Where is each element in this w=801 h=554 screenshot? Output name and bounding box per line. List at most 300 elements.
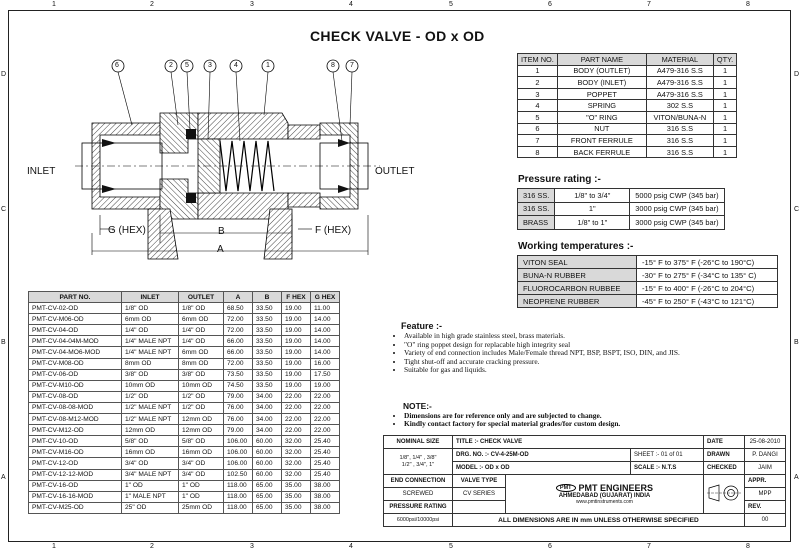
table-row (29, 325, 340, 336)
footer-note: ALL DIMENSIONS ARE IN mm UNLESS OTHERWISE SPECIFIED (453, 514, 745, 527)
pressure-material: 316 SS. (518, 189, 555, 203)
table-row (518, 202, 725, 216)
parts-cell: NUT (557, 123, 646, 135)
table-row (518, 146, 737, 158)
dims-cell: 72.00 (224, 314, 253, 325)
dims-header: PART NO. (29, 292, 122, 303)
dims-cell: 22.00 (311, 414, 340, 425)
notes-title: NOTE:- (403, 401, 432, 411)
company-logo: PMT (556, 484, 576, 492)
model-label: MODEL :- OD x OD (453, 462, 631, 475)
grid-col-5-bottom: 5 (449, 543, 453, 550)
dims-cell: 8mm OD (179, 358, 224, 369)
parts-cell: 2 (518, 77, 558, 89)
table-row (29, 336, 340, 347)
grid-col-4-bottom: 4 (349, 543, 353, 550)
rev-value: 00 (745, 514, 786, 527)
blank-cell (453, 501, 506, 514)
dimensions-table (28, 291, 340, 514)
dims-cell: 73.50 (224, 369, 253, 380)
features-list (392, 332, 722, 374)
dims-cell: 74.50 (224, 380, 253, 391)
dims-cell: 14.00 (311, 314, 340, 325)
dims-cell: 34.00 (253, 414, 282, 425)
dims-cell: 38.00 (311, 480, 340, 491)
list-item: • Dimensions are for reference only and are subjected to change. (404, 412, 620, 421)
dims-cell: 65.00 (253, 502, 282, 513)
table-row (29, 358, 340, 369)
dims-cell: PMT-CV-04-MO6-MOD (29, 347, 122, 358)
dims-cell: 1/4" MALE NPT (122, 347, 179, 358)
dims-cell: 3/4" OD (179, 458, 224, 469)
dims-cell: 35.00 (282, 491, 311, 502)
dims-cell: 11.00 (311, 303, 340, 314)
dims-cell: 3/4" MALE NPT (122, 469, 179, 480)
table-row (29, 369, 340, 380)
dims-cell: PMT-CV-16-16-MOD (29, 491, 122, 502)
dims-header: A (224, 292, 253, 303)
table-row (29, 414, 340, 425)
parts-cell: "O" RING (557, 111, 646, 123)
parts-cell: VITON/BUNA-N (646, 111, 713, 123)
dims-cell: 1" MALE NPT (122, 491, 179, 502)
dims-cell: 72.00 (224, 325, 253, 336)
dims-header: G HEX (311, 292, 340, 303)
pressure-value: 3000 psig CWP (345 bar) (630, 216, 724, 230)
parts-cell: 4 (518, 100, 558, 112)
scale-label: SCALE :- N.T.S (631, 462, 704, 475)
grid-row-a-right: A (794, 474, 799, 481)
dims-cell: 22.00 (282, 402, 311, 413)
parts-cell: 7 (518, 135, 558, 147)
table-row (29, 447, 340, 458)
dims-cell: 106.00 (224, 458, 253, 469)
dims-cell: 6mm OD (122, 314, 179, 325)
drg-no-label: DRG. NO. :- CV-4-25M-OD (453, 449, 631, 462)
notes-list (392, 412, 620, 429)
dims-cell: 34.00 (253, 391, 282, 402)
dims-cell: 118.00 (224, 502, 253, 513)
working-temperatures-title: Working temperatures :- (518, 241, 634, 252)
dims-cell: 79.00 (224, 391, 253, 402)
dims-cell: 1/2" MALE NPT (122, 414, 179, 425)
o-ring (186, 129, 196, 139)
inlet-label: INLET (27, 166, 56, 177)
dims-cell: 3/4" OD (122, 458, 179, 469)
dims-cell: 38.00 (311, 491, 340, 502)
grid-row-d-right: D (794, 71, 800, 78)
dims-cell: 22.00 (282, 414, 311, 425)
pressure-rating-title: Pressure rating :- (518, 174, 601, 185)
table-row (29, 436, 340, 447)
table-row (29, 425, 340, 436)
table-row (518, 269, 778, 282)
grid-row-a: A (1, 474, 6, 481)
table-row (29, 402, 340, 413)
dims-cell: 35.00 (282, 480, 311, 491)
temp-range: -30° F to 275° F (-34°C to 135° C) (637, 269, 778, 282)
list-item: • Suitable for gas and liquids. (404, 366, 722, 374)
parts-cell: SPRING (557, 100, 646, 112)
valve-type-label: VALVE TYPE (453, 475, 506, 488)
parts-cell: 3 (518, 88, 558, 100)
dims-cell: 102.50 (224, 469, 253, 480)
appr-label: APPR. (745, 475, 786, 488)
grid-col-1-bottom: 1 (52, 543, 56, 550)
dims-cell: 25.40 (311, 469, 340, 480)
notes-section (392, 402, 620, 429)
end-connection-label: END CONNECTION (384, 475, 453, 488)
parts-header-qty: QTY. (713, 54, 736, 66)
dims-cell: 1/8" OD (122, 303, 179, 314)
nominal-size-label: NOMINAL SIZE (384, 436, 453, 449)
dims-cell: 60.00 (253, 458, 282, 469)
table-row (384, 475, 786, 488)
table-row (29, 303, 340, 314)
dims-header: B (253, 292, 282, 303)
dims-cell: 33.50 (253, 314, 282, 325)
pressure-rating-label: PRESSURE RATING (384, 501, 453, 514)
parts-cell: 1 (713, 77, 736, 89)
dims-cell: 12mm OD (179, 414, 224, 425)
dims-cell: 76.00 (224, 414, 253, 425)
company-name: PMT ENGINEERS (578, 483, 654, 493)
dims-cell: 60.00 (253, 436, 282, 447)
parts-header-material: MATERIAL (646, 54, 713, 66)
dims-cell: PMT-CV-M10-OD (29, 380, 122, 391)
parts-header-item: ITEM NO. (518, 54, 558, 66)
grid-col-6-bottom: 6 (548, 543, 552, 550)
dims-cell: 1" OD (122, 480, 179, 491)
dims-cell: 12mm OD (179, 425, 224, 436)
dims-cell: 106.00 (224, 436, 253, 447)
parts-cell: BACK FERRULE (557, 146, 646, 158)
dims-cell: 19.00 (282, 314, 311, 325)
parts-table (517, 53, 737, 158)
dims-cell: 68.50 (224, 303, 253, 314)
balloon-5: 5 (185, 62, 189, 69)
dims-cell: 19.00 (311, 380, 340, 391)
dims-cell: 60.00 (253, 469, 282, 480)
dims-cell: 66.00 (224, 347, 253, 358)
parts-cell: 316 S.S (646, 146, 713, 158)
dims-cell: PMT-CV-06-OD (29, 369, 122, 380)
temp-range: -45° F to 250° F (-43°C to 121°C) (637, 295, 778, 308)
dims-cell: PMT-CV-04-04M-MOD (29, 336, 122, 347)
dims-cell: 38.00 (311, 502, 340, 513)
parts-cell: 1 (713, 111, 736, 123)
dims-cell: PMT-CV-08-08-MOD (29, 402, 122, 413)
table-row (29, 380, 340, 391)
rev-label: REV. (745, 501, 786, 514)
dims-cell: 22.00 (311, 425, 340, 436)
parts-cell: A479-316 S.S (646, 65, 713, 77)
dims-header: INLET (122, 292, 179, 303)
parts-cell: 1 (713, 123, 736, 135)
pressure-material: 316 SS. (518, 202, 555, 216)
date-label: DATE (704, 436, 745, 449)
parts-cell: 8 (518, 146, 558, 158)
pressure-size: 1" (555, 202, 630, 216)
company-city: AHMEDABAD (GUJARAT) INDIA (558, 493, 651, 499)
grid-col-4: 4 (349, 1, 353, 8)
temp-seal: NEOPRENE RUBBER (518, 295, 637, 308)
table-row (518, 216, 725, 230)
list-item: • Tight shut-off and accurate cracking pressure. (404, 358, 722, 366)
drawn-value: P. DANGI (745, 449, 786, 462)
grid-col-1: 1 (52, 1, 56, 8)
grid-col-8-bottom: 8 (746, 543, 750, 550)
dims-cell: 65.00 (253, 480, 282, 491)
dims-cell: 1/2" OD (122, 391, 179, 402)
dims-cell: 32.00 (282, 447, 311, 458)
dims-cell: 33.50 (253, 303, 282, 314)
list-item: • Available in high grade stainless steel, brass materials. (404, 332, 722, 340)
dims-cell: 25.40 (311, 436, 340, 447)
parts-cell: 1 (713, 88, 736, 100)
temp-range: -15° F to 375° F (-26°C to 190°C) (637, 256, 778, 269)
table-row (518, 100, 737, 112)
table-row (384, 436, 786, 449)
parts-cell: BODY (INLET) (557, 77, 646, 89)
temp-seal: BUNA-N RUBBER (518, 269, 637, 282)
dims-cell: PMT-CV-M16-OD (29, 447, 122, 458)
dims-cell: 34.00 (253, 425, 282, 436)
dims-cell: 22.00 (311, 402, 340, 413)
company-web: www.pmtinstruments.com (576, 499, 633, 505)
checked-value: JAIM (745, 462, 786, 475)
table-row (518, 135, 737, 147)
dims-cell: 76.00 (224, 402, 253, 413)
dims-cell: 118.00 (224, 491, 253, 502)
dims-cell: 14.00 (311, 336, 340, 347)
dims-cell: 33.50 (253, 369, 282, 380)
balloon-2: 2 (169, 62, 173, 69)
dims-cell: 1/8" OD (179, 303, 224, 314)
table-row (384, 449, 786, 462)
dims-cell: PMT-CV-04-OD (29, 325, 122, 336)
dims-cell: PMT-CV-08-M12-MOD (29, 414, 122, 425)
dims-cell: 3/8" OD (179, 369, 224, 380)
table-row (518, 295, 778, 308)
outlet-label: OUTLET (375, 166, 415, 177)
dims-cell: 1/2" OD (179, 402, 224, 413)
table-row (29, 502, 340, 513)
parts-cell: 1 (713, 100, 736, 112)
dims-cell: 1/2" MALE NPT (122, 402, 179, 413)
list-item: • Kindly contact factory for special material grades/for custom design. (404, 420, 620, 429)
drawn-label: DRAWN (704, 449, 745, 462)
dims-body (29, 303, 340, 514)
dim-a-label: A (217, 244, 224, 255)
dims-cell: 33.50 (253, 347, 282, 358)
dims-cell: 12mm OD (122, 425, 179, 436)
dims-cell: 33.50 (253, 325, 282, 336)
pressure-table (517, 188, 725, 230)
dims-cell: 25.40 (311, 447, 340, 458)
dims-cell: PMT-CV-10-OD (29, 436, 122, 447)
parts-cell: BODY (OUTLET) (557, 65, 646, 77)
f-hex-label: F (HEX) (315, 225, 352, 236)
dims-cell: PMT-CV-12-OD (29, 458, 122, 469)
pressure-value: 5000 psig CWP (345 bar) (630, 189, 724, 203)
dims-cell: 19.00 (282, 303, 311, 314)
dims-cell: 33.50 (253, 358, 282, 369)
parts-cell: 6 (518, 123, 558, 135)
dims-cell: PMT-CV-M06-OD (29, 314, 122, 325)
dims-cell: 118.00 (224, 480, 253, 491)
balloon-8: 8 (331, 62, 335, 69)
dims-cell: 1/2" OD (179, 391, 224, 402)
dims-cell: 16mm OD (179, 447, 224, 458)
dim-b-label: B (218, 226, 225, 237)
table-row (29, 314, 340, 325)
dims-cell: 17.50 (311, 369, 340, 380)
dims-cell: 25.40 (311, 458, 340, 469)
dims-cell: 25" OD (122, 502, 179, 513)
parts-cell: A479-316 S.S (646, 77, 713, 89)
g-hex-label: G (HEX) (108, 225, 146, 236)
pressure-size: 1/8" to 3/4" (555, 189, 630, 203)
dims-cell: 19.00 (282, 347, 311, 358)
dims-cell: 66.00 (224, 336, 253, 347)
company-header (506, 483, 703, 493)
projection-symbol-icon (707, 480, 741, 506)
grid-col-7: 7 (647, 1, 651, 8)
table-row (518, 65, 737, 77)
dims-cell: 19.00 (282, 380, 311, 391)
dims-cell: 19.00 (282, 325, 311, 336)
dims-cell: 6mm OD (179, 347, 224, 358)
temp-range: -15° F to 400° F (-26°C to 204°C) (637, 282, 778, 295)
table-row (518, 77, 737, 89)
list-item: • Variety of end connection includes Male/Female thread NPT, BSP, BSPT, ISO, DIN, and JIS. (404, 349, 722, 357)
dims-cell: PMT-CV-08-OD (29, 391, 122, 402)
dims-header: OUTLET (179, 292, 224, 303)
grid-col-8: 8 (746, 1, 750, 8)
dims-cell: 32.00 (282, 436, 311, 447)
parts-cell: 316 S.S (646, 135, 713, 147)
end-connection-value: SCREWED (384, 488, 453, 501)
o-ring-lower (186, 193, 196, 203)
balloon-7: 7 (350, 62, 354, 69)
title-label: TITLE :- CHECK VALVE (453, 436, 704, 449)
dims-cell: 14.00 (311, 325, 340, 336)
table-row (29, 491, 340, 502)
date-value: 25-08-2010 (745, 436, 786, 449)
parts-cell: 5 (518, 111, 558, 123)
dims-cell: 1/4" MALE NPT (122, 336, 179, 347)
dims-cell: 1" OD (179, 491, 224, 502)
dims-cell: 33.50 (253, 336, 282, 347)
dims-cell: 19.00 (282, 336, 311, 347)
parts-cell: 1 (713, 65, 736, 77)
dims-cell: 5/8" OD (179, 436, 224, 447)
grid-col-5: 5 (449, 1, 453, 8)
nominal-size-value: 1/8", 1/4" , 3/8" 1/2" , 3/4", 1" (384, 449, 453, 475)
parts-cell: 302 S.S (646, 100, 713, 112)
dims-cell: PMT-CV-16-OD (29, 480, 122, 491)
dims-cell: PMT-CV-02-OD (29, 303, 122, 314)
features-title: Feature :- (401, 321, 443, 331)
balloon-6: 6 (115, 62, 119, 69)
balloon-3: 3 (208, 62, 212, 69)
dims-cell: 34.00 (253, 402, 282, 413)
dims-cell: 22.00 (282, 391, 311, 402)
dims-cell: 22.00 (282, 425, 311, 436)
appr-value: MPP (745, 488, 786, 501)
grid-col-2: 2 (150, 1, 154, 8)
table-row (518, 256, 778, 269)
balloon-4: 4 (234, 62, 238, 69)
parts-header-name: PART NAME (557, 54, 646, 66)
dims-cell: 19.00 (282, 358, 311, 369)
dims-cell: 14.00 (311, 347, 340, 358)
temp-seal: FLUOROCARBON RUBBEE (518, 282, 637, 295)
pressure-material: BRASS (518, 216, 555, 230)
checked-label: CHECKED (704, 462, 745, 475)
pressure-rating-value: 6000psi/10000psi (384, 514, 453, 527)
table-row (29, 480, 340, 491)
dims-cell: PMT-CV-12-12-MOD (29, 469, 122, 480)
table-row (518, 88, 737, 100)
title-block (383, 435, 786, 527)
parts-cell: 1 (713, 135, 736, 147)
valve-type-value: CV SERIES (453, 488, 506, 501)
grid-row-c: C (1, 206, 7, 213)
grid-col-6: 6 (548, 1, 552, 8)
dims-cell: 1/4" OD (179, 336, 224, 347)
grid-col-7-bottom: 7 (647, 543, 651, 550)
dims-cell: 19.00 (282, 369, 311, 380)
parts-cell: 1 (713, 146, 736, 158)
dims-cell: 10mm OD (122, 380, 179, 391)
dims-cell: 79.00 (224, 425, 253, 436)
balloon-1: 1 (266, 62, 270, 69)
table-row (384, 514, 786, 527)
table-row (518, 123, 737, 135)
table-row (29, 391, 340, 402)
page-title: CHECK VALVE - OD x OD (310, 28, 485, 44)
pressure-value: 3000 psig CWP (345 bar) (630, 202, 724, 216)
parts-cell: POPPET (557, 88, 646, 100)
temp-seal: VITON SEAL (518, 256, 637, 269)
dims-cell: 1" OD (179, 480, 224, 491)
table-row (29, 458, 340, 469)
dims-cell: PMT-CV-M25-OD (29, 502, 122, 513)
dims-cell: 32.00 (282, 469, 311, 480)
dims-cell: 1/4" OD (179, 325, 224, 336)
grid-row-c-right: C (794, 206, 800, 213)
grid-col-3: 3 (250, 1, 254, 8)
temperature-table (517, 255, 778, 308)
pressure-size: 1/8" to 1" (555, 216, 630, 230)
dims-cell: 6mm OD (179, 314, 224, 325)
dims-cell: 32.00 (282, 458, 311, 469)
dims-cell: 60.00 (253, 447, 282, 458)
dims-cell: 72.00 (224, 358, 253, 369)
table-row (29, 347, 340, 358)
dims-header-row (29, 292, 340, 303)
table-row (518, 282, 778, 295)
dims-cell: 25mm OD (179, 502, 224, 513)
parts-cell: 1 (518, 65, 558, 77)
grid-col-2-bottom: 2 (150, 543, 154, 550)
dims-cell: 106.00 (224, 447, 253, 458)
grid-row-b: B (1, 339, 6, 346)
grid-col-3-bottom: 3 (250, 543, 254, 550)
parts-header-row (518, 54, 737, 66)
